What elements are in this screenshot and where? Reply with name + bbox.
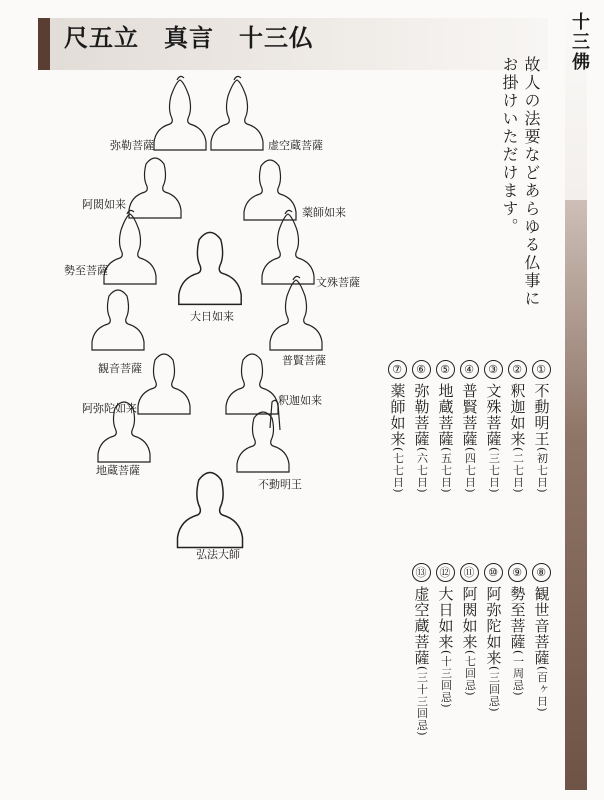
list-number: ⑧ bbox=[532, 563, 551, 582]
label-seishi: 勢至菩薩 bbox=[64, 264, 108, 277]
label-dainichi: 大日如来 bbox=[190, 310, 234, 323]
list-name: 大日如来 bbox=[436, 586, 455, 650]
list-day: (初七日) bbox=[535, 447, 549, 494]
list-number: ⑩ bbox=[484, 563, 503, 582]
list-number: ⑤ bbox=[436, 360, 455, 379]
list-number: ⑨ bbox=[508, 563, 527, 582]
list-day: (四七日) bbox=[463, 447, 477, 494]
list-number: ① bbox=[532, 360, 551, 379]
list-number: ② bbox=[508, 360, 527, 379]
list-day: (百ヶ日) bbox=[535, 666, 549, 713]
figure-shaka bbox=[226, 354, 278, 414]
figure-ashuku bbox=[129, 158, 181, 218]
list-day: (一周忌) bbox=[511, 650, 525, 697]
list-day: (七回忌) bbox=[463, 650, 477, 697]
list-day: (十三回忌) bbox=[439, 650, 453, 709]
list-name: 不動明王 bbox=[532, 383, 551, 447]
figure-kobo bbox=[178, 473, 243, 548]
list-number: ③ bbox=[484, 360, 503, 379]
label-yakushi: 薬師如来 bbox=[302, 206, 346, 219]
intro-line-2: お掛けいただけます。 bbox=[500, 56, 519, 236]
list-name: 弥勒菩薩 bbox=[412, 383, 431, 447]
list-day: (六七日) bbox=[415, 447, 429, 494]
list-name: 虚空蔵菩薩 bbox=[412, 586, 431, 666]
list-name: 普賢菩薩 bbox=[460, 383, 479, 447]
label-fugen: 普賢菩薩 bbox=[282, 354, 326, 367]
side-title: 十三佛 bbox=[569, 12, 590, 72]
figure-fugen bbox=[270, 276, 322, 350]
figure-amida bbox=[138, 354, 190, 414]
figure-monju bbox=[262, 210, 314, 284]
figure-fudo bbox=[237, 400, 289, 472]
label-kobo: 弘法大師 bbox=[196, 548, 240, 561]
label-jizo: 地蔵菩薩 bbox=[96, 464, 140, 477]
list-number: ⑪ bbox=[460, 563, 479, 582]
list-name: 観世音菩薩 bbox=[532, 586, 551, 666]
list-number: ④ bbox=[460, 360, 479, 379]
label-shaka: 釈迦如来 bbox=[278, 394, 322, 407]
figure-miroku bbox=[154, 76, 206, 150]
list-number: ⑦ bbox=[388, 360, 407, 379]
list-day: (三十三回忌) bbox=[415, 666, 429, 737]
label-monju: 文殊菩薩 bbox=[316, 276, 360, 289]
figure-dainichi bbox=[179, 232, 241, 304]
list-name: 文殊菩薩 bbox=[484, 383, 503, 447]
list-name: 阿閦如来 bbox=[460, 586, 479, 650]
label-miroku: 弥勒菩薩 bbox=[110, 139, 154, 152]
label-kokuzo: 虚空蔵菩薩 bbox=[268, 139, 323, 152]
label-kannon: 観音菩薩 bbox=[98, 362, 142, 375]
figure-seishi bbox=[104, 210, 156, 284]
list-name: 釈迦如来 bbox=[508, 383, 527, 447]
list-day: (三回忌) bbox=[487, 666, 501, 713]
list-number: ⑥ bbox=[412, 360, 431, 379]
label-amida: 阿弥陀如来 bbox=[82, 402, 137, 415]
intro-line-1: 故人の法要などあらゆる仏事に bbox=[522, 56, 541, 308]
list-number: ⑬ bbox=[412, 563, 431, 582]
list-day: (三七日) bbox=[487, 447, 501, 494]
label-fudo: 不動明王 bbox=[258, 478, 302, 491]
page-title: 尺五立 真言 十三仏 bbox=[64, 23, 314, 52]
list-name: 勢至菩薩 bbox=[508, 586, 527, 650]
list-day: (七七日) bbox=[391, 447, 405, 494]
list-day: (五七日) bbox=[439, 447, 453, 494]
figure-kokuzo bbox=[211, 76, 263, 150]
list-day: (二七日) bbox=[511, 447, 525, 494]
figure-kannon bbox=[92, 290, 144, 350]
list-number: ⑫ bbox=[436, 563, 455, 582]
list-name: 薬師如来 bbox=[388, 383, 407, 447]
list-name: 阿弥陀如来 bbox=[484, 586, 503, 666]
label-ashuku: 阿閦如来 bbox=[82, 198, 126, 211]
list-name: 地蔵菩薩 bbox=[436, 383, 455, 447]
